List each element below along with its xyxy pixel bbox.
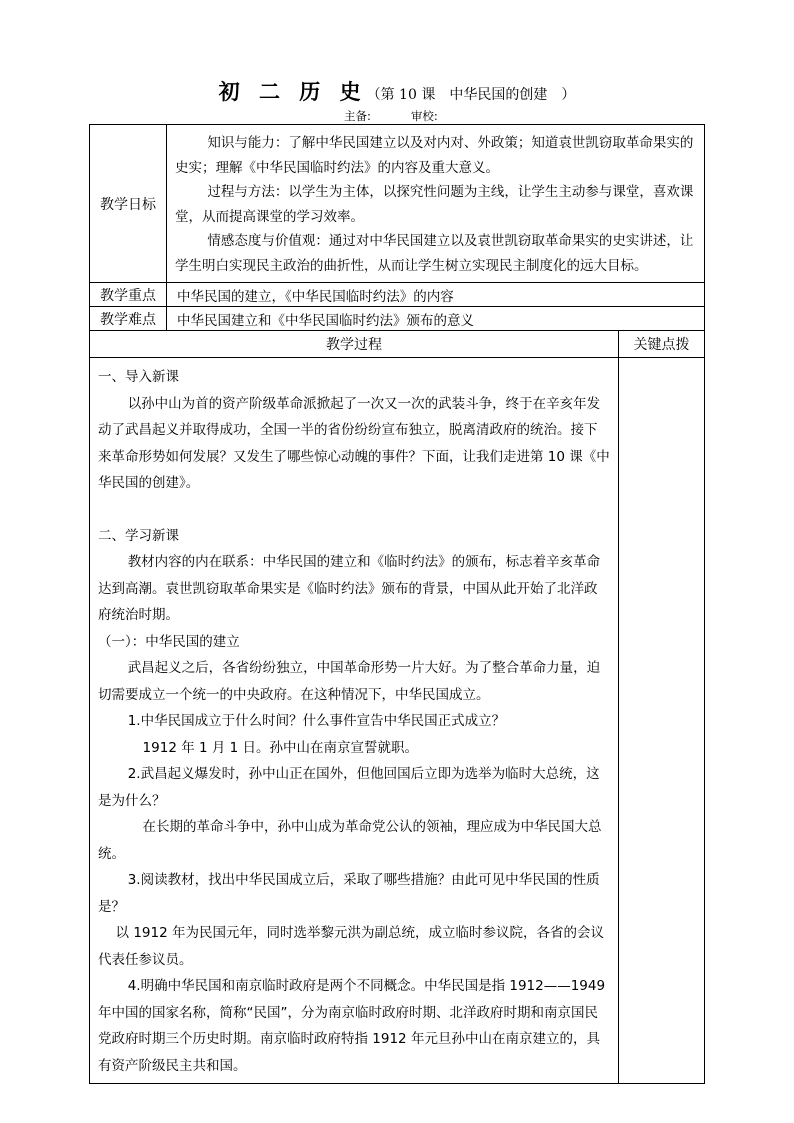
process-row xyxy=(90,358,705,1084)
process-header-row xyxy=(90,331,705,358)
section-intro-text: 以孙中山为首的资产阶级革命派掀起了一次又一次的武装斗争，终于在辛亥年发动了武昌起义并取得成功，全国一半的省份纷纷宣布独立，脱离清政府的统治。接下来革命形势如何发展？又发生了哪些惊心动魄的事件？下面，让我们走进第 10 课《中华民国的创建》。 xyxy=(98,395,610,491)
title-sub: （第 10 课 中华民国的创建 ） xyxy=(366,87,576,103)
goal-emotion: 情感态度与价值观：通过对中华民国建立以及袁世凯窃取革命果实的史实讲述，让学生明白实现民主政治的曲折性，从而让学生树立实现民主制度化的远大目标。 xyxy=(175,233,694,274)
subsection-text: 武昌起义之后，各省纷纷独立，中国革命形势一片大好。为了整合革命力量，迫切需要成立一个统一的中央政府。在这种情况下，中华民国成立。 xyxy=(98,660,601,703)
answer-2: 在长期的革命斗争中，孙中山成为革命党公认的领袖，理应成为中华民国大总统。 xyxy=(98,819,602,862)
goals-row xyxy=(90,125,705,283)
answer-1: 1912 年 1 月 1 日。孙中山在南京宣誓就职。 xyxy=(142,739,419,756)
question-3: 3.阅读教材，找出中华民国成立后，采取了哪些措施？由此可见中华民国的性质是？ xyxy=(98,872,600,915)
title-main: 初 二 历 史 xyxy=(218,80,367,104)
difficulty-text: 中华民国建立和《中华民国临时约法》颁布的意义 xyxy=(167,307,705,331)
section-intro-title: 一、导入新课 xyxy=(98,369,179,385)
editor-label: 主备: xyxy=(344,109,371,123)
tips-cell xyxy=(619,358,705,1084)
author-line xyxy=(344,108,438,124)
key-points-row xyxy=(90,283,705,307)
goal-process: 过程与方法：以学生为主体，以探究性问题为主线，让学生主动参与课堂，喜欢课堂，从而提高课堂的学习效率。 xyxy=(175,184,694,225)
goals-label: 教学日标 xyxy=(90,125,167,283)
key-points-text: 中华民国的建立，《中华民国临时约法》的内容 xyxy=(167,283,705,307)
lesson-plan-table xyxy=(89,124,705,1084)
answer-3: 以 1912 年为民国元年，同时选举黎元洪为副总统，成立临时参议院，各省的会议代表任参议员。 xyxy=(98,925,604,968)
section-new-text: 教材内容的内在联系：中华民国的建立和《临时约法》的颁布，标志着辛亥革命达到高潮。袁世凯窃取革命果实是《临时约法》颁布的背景，中国从此开始了北洋政府统治时期。 xyxy=(98,554,601,623)
difficulty-label: 教学难点 xyxy=(90,307,167,331)
question-1: 1.中华民国成立于什么时间？什么事件宣告中华民国正式成立？ xyxy=(127,713,506,729)
goal-knowledge: 知识与能力：了解中华民国建立以及对内对、外政策；知道袁世凯窃取革命果实的史实；理解《中华民国临时约法》的内容及重大意义。 xyxy=(175,135,694,176)
tips-header: 关键点拨 xyxy=(619,331,705,358)
key-points-label: 教学重点 xyxy=(90,283,167,307)
page-title xyxy=(0,76,794,106)
question-2: 2.武昌起义爆发时，孙中山正在国外，但他回国后立即为选举为临时大总统，这是为什么？ xyxy=(98,766,600,809)
question-4: 4.明确中华民国和南京临时政府是两个不同概念。中华民国是指 1912——1949 年中国的国家名称，简称“民国”，分为南京临时政府时期、北洋政府时期和南京国民党政府时期三个历史时期。南京临时政府特指 1912 年元旦孙中山在南京建立的，具有资产阶级民主共和国。 xyxy=(98,978,606,1074)
process-content xyxy=(90,358,619,1084)
reviewer-label: 审校: xyxy=(410,109,438,123)
goals-cell xyxy=(167,125,705,283)
subsection-title: （一）：中华民国的建立 xyxy=(98,633,240,650)
section-new-title: 二、学习新课 xyxy=(98,527,179,544)
difficulty-row xyxy=(90,307,705,331)
process-header: 教学过程 xyxy=(90,331,619,358)
